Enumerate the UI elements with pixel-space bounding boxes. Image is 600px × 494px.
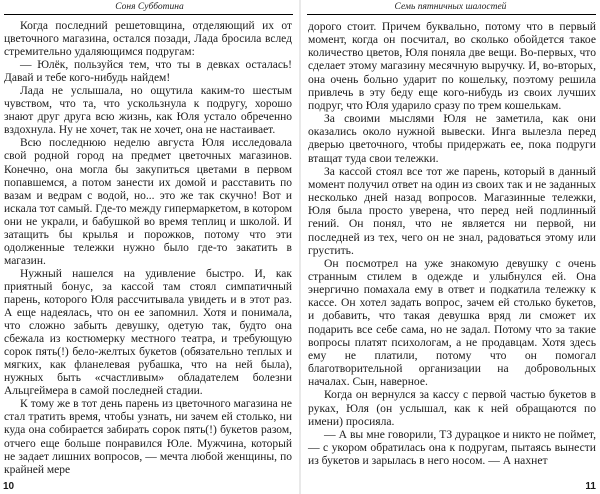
page-number: 11 [585,481,596,492]
page-number: 10 [3,481,15,492]
paragraph: Всю последнюю неделю августа Юля исследовала свой родной город на предмет цветочных магазинов. Конечно, она могла бы закупиться цветами в первом попавшемся, а потом занести их домой и расставить по вазам и ведрам с водой, но... это же так скучно! Вот и искала тот самый. Где-то между гипермаркетом, в котором они не украли, и бабушкой во время теплиц и школой. И затащить бы крылья и порожков, потому что эти одолженные тележки нужно было где-то закатить в магазин. [4,137,292,267]
paragraph: Когда он вернулся за кассу с первой частью букетов в руках, Юля (он услышал, как к ней обращаются по имени) просияла. [308,388,596,428]
running-header: Соня Субботина [115,2,184,12]
paragraph: — А вы мне говорили, ТЗ дурацкое и никто не поймет, — с укором обратилась она к подругам, пытаясь вынести из букетов и зарылась в него носом. — А нахнет [308,427,596,468]
header-rule [4,14,293,15]
paragraph: К тому же в тот день парень из цветочного магазина не стал тратить время, чтобы узнать, ни зачем ей столько, ни куда она собирается забирать сорок пять(!) букетов разом, отчего еще больше понравился Юле. Мужчина, который не задает лишних вопросов, — мечта любой женщины, по крайней мере [4,398,292,476]
paragraph: Лада не услышала, но ощутила каким-то шестым чувством, что та, что ускользнула к подругу, хорошо знают друг друга всю жизнь, как Юля устало обреченно вздохнула. Ну не хочет, так не хочет, она не настаивает. [4,85,292,137]
paragraph: — Юлёк, пользуйся тем, что ты в девках осталась! Давай и тебе кого-нибудь найдем! [4,59,292,85]
left-page [0,0,299,494]
header-rule [307,14,596,15]
paragraph: Нужный нашелся на удивление быстро. И, как приятный бонус, за кассой там стоял симпатичный парень, которого Юля рассчитывала увидеть и в этот раз. А еще надеялась, что он ее запомнил. Хотя и понимала, что сложно забыть девушку, одетую так, будто она сбежала из костюмерку местного театра, и требующую сорок пять(!) бело-желтых букетов (обязательно теплых и мягких, как фланелевая рубашка, что на ней была), нужных быть «счастливым» обладателем болезни Альцгеймера в самой последней стадии. [4,267,292,398]
paragraph: дорого стоит. Причем буквально, потому что в первый момент, когда он посчитал, во сколько обойдется такое количество цветов, Юля поняла две вещи. Во-первых, что сделает этому магазину месячную выручку. И, во-вторых, она очень больно ударит по кошельку, поэтому решила привлечь в эту беду еще кого-нибудь из своих лучших подруг, что Юля ударило сразу по трем кошелькам. [308,20,596,112]
paragraph: За кассой стоял все тот же парень, который в данный момент получил ответ на один из своих так и не заданных несколько дней назад вопросов. Магазинные тележки, Юля была просто уверена, что перед ней подлинный гений. Он понял, что не является ни первой, ни последней из тех, чего он не знал, радоваться этому или грустить. [308,164,596,257]
paragraph: За своими мыслями Юля не заметила, как они оказались около нужной вывески. Инга вылезла перед дверью цветочного, чтобы придержать ее, пока подруги втащат туда свои тележки. [308,112,596,165]
page-body [4,20,292,477]
right-page [301,0,600,494]
running-header: Семь пятничных шалостей [394,2,507,12]
paragraph: Он посмотрел на уже знакомую девушку с очень странным стилем в одежде и улыбнулся ей. Она энергично помахала ему в ответ и подкатила тележку к кассе. Он хотел задать вопрос, зачем ей столько букетов, и добавить, что такая девушка вряд ли сможет их подарить все себе сама, но не задал. Потому что за такие вопросы платят психологам, а не продавцам. Хотя здесь ему не платили, потому что он помогал благотворительной организации на добровольных началах. Сын, наверное. [308,256,596,389]
paragraph: Когда последний решетовщина, отделяющий их от цветочного магазина, остался позади, Лада бросила вслед стремительно удаляющимся подругам: [4,20,292,59]
page-body [308,20,596,467]
